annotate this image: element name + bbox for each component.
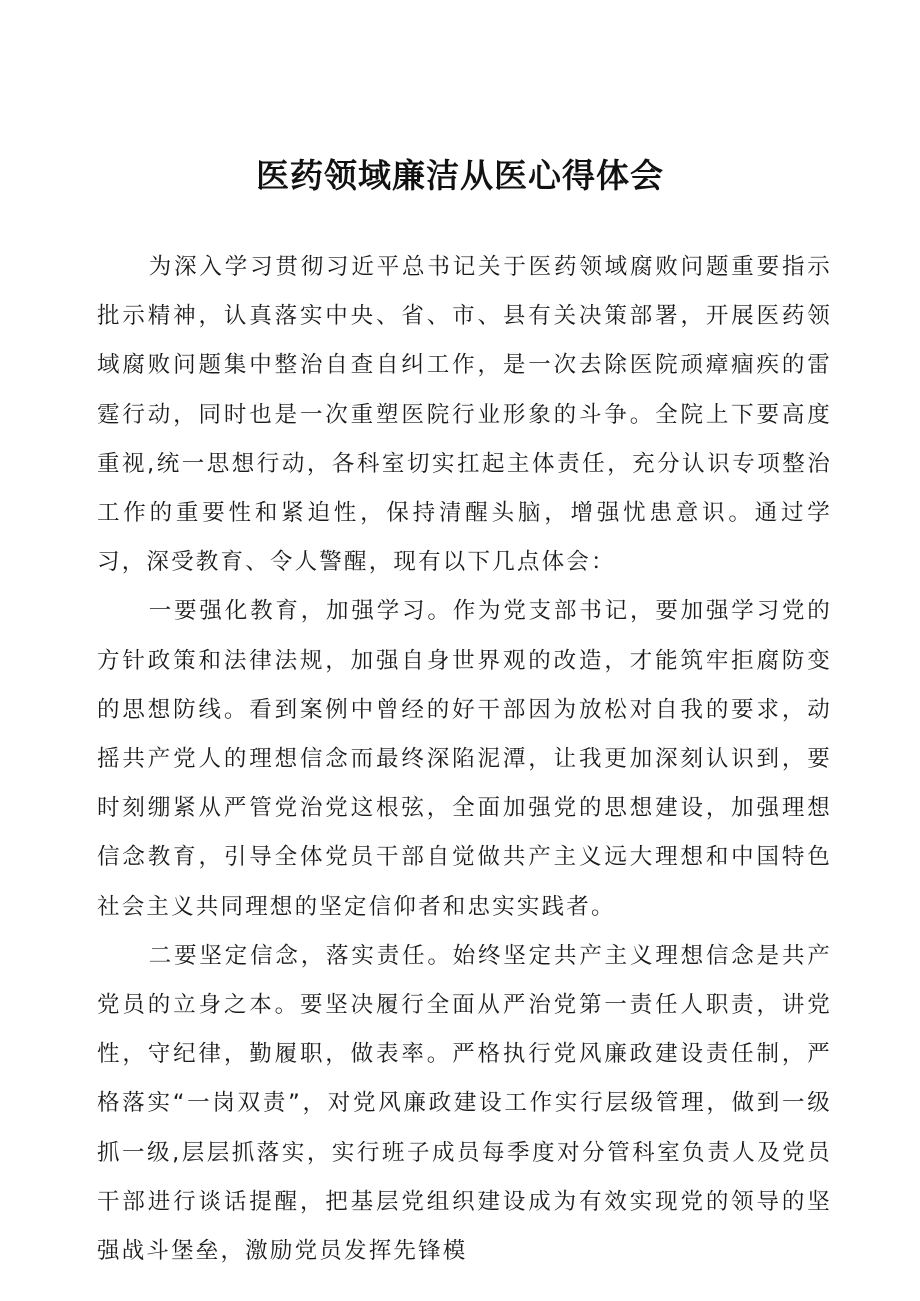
- paragraph-point-one: 一要强化教育，加强学习。作为党支部书记，要加强学习党的方针政策和法律法规，加强自身世界观的改造，才能筑牢拒腐防变的思想防线。看到案例中曾经的好干部因为放松对自我的要求，动摇共产党人的理想信念而最终深陷泥潭，让我更加深刻认识到，要时刻绷紧从严管党治党这根弦，全面加强党的思想建设，加强理想信念教育，引导全体党员干部自觉做共产主义远大理想和中国特色社会主义共同理想的坚定信仰者和忠实实践者。: [97, 598, 832, 920]
- paragraph-intro: 为深入学习贯彻习近平总书记关于医药领域腐败问题重要指示批示精神，认真落实中央、省、市、县有关决策部署，开展医药领域腐败问题集中整治自查自纠工作，是一次去除医院顽瘴痼疾的雷霆行动，同时也是一次重塑医院行业形象的斗争。全院上下要高度重视,统一思想行动，各科室切实扛起主体责任，充分认识专项整治工作的重要性和紧迫性，保持清醒头脑，增强忧患意识。通过学习，深受教育、令人警醒，现有以下几点体会：: [97, 254, 832, 576]
- document-body: [97, 243, 832, 1276]
- document-title: 医药领域廉洁从医心得体会: [256, 156, 664, 195]
- paragraph-point-two: 二要坚定信念，落实责任。始终坚定共产主义理想信念是共产党员的立身之本。要坚决履行全面从严治党第一责任人职责，讲党性，守纪律，勤履职，做表率。严格执行党风廉政建设责任制，严格落实“一岗双责”，对党风廉政建设工作实行层级管理，做到一级抓一级,层层抓落实，实行班子成员每季度对分管科室负责人及党员干部进行谈话提醒，把基层党组织建设成为有效实现党的领导的坚强战斗堡垒，激励党员发挥先锋模: [97, 942, 832, 1265]
